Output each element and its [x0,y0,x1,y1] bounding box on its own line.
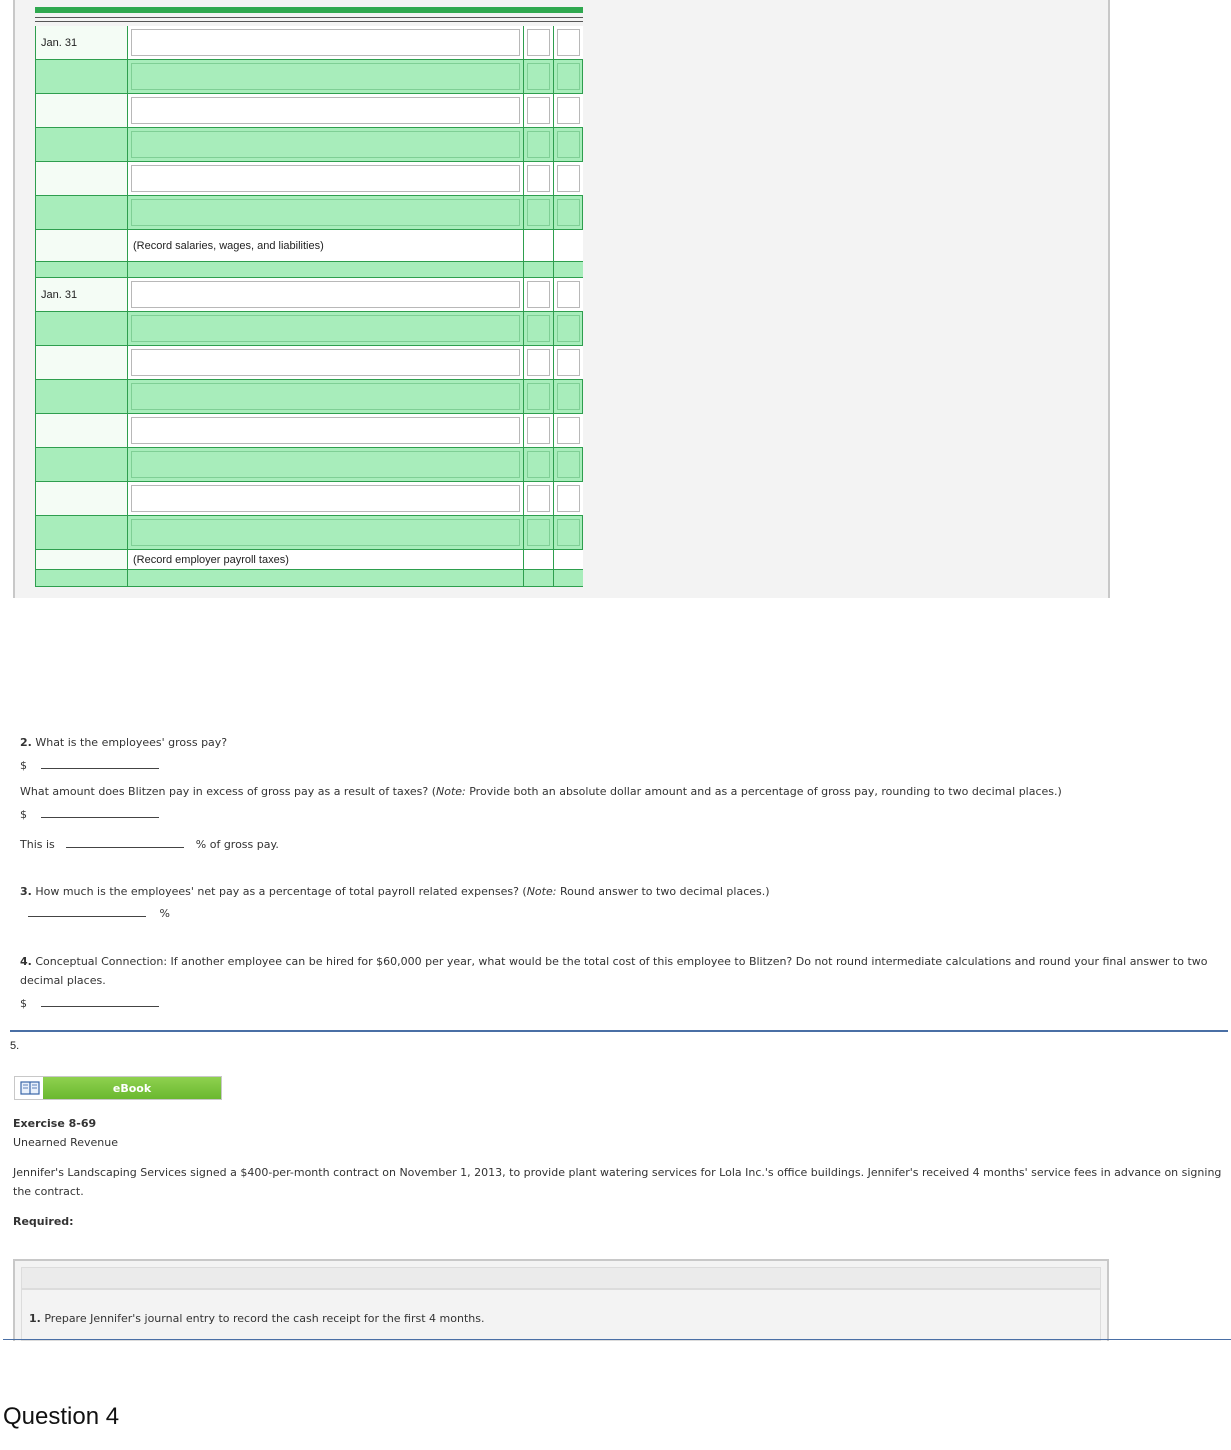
journal-header-bar [35,7,583,13]
journal-row [35,128,583,162]
excess-amount-input[interactable] [41,805,159,818]
debit-input[interactable] [527,29,550,56]
journal-header-rule [35,17,583,18]
journal-memo-row [35,230,583,262]
employee-cost-answer: $ [20,994,159,1010]
journal-row [35,346,583,380]
question-3: 3. How much is the employees' net pay as a percentage of total payroll related expenses? (Note: Round answer to two decimal places.) [20,885,770,898]
credit-input[interactable] [557,97,580,124]
required-label: Required: [13,1215,74,1228]
journal-row [35,380,583,414]
journal-row [35,482,583,516]
ebook-button[interactable] [14,1076,222,1100]
journal-row [35,414,583,448]
credit-input[interactable] [557,165,580,192]
debit-input[interactable] [527,97,550,124]
debit-input[interactable] [527,315,550,342]
debit-input[interactable] [527,131,550,158]
question-2b: What amount does Blitzen pay in excess of gross pay as a result of taxes? (Note: Provide both an absolute dollar amount and as a percentage of gross pay, rounding to two decimal places.) [20,785,1062,798]
book-icon [19,1080,41,1096]
credit-input[interactable] [557,451,580,478]
journal-memo: (Record employer payroll taxes) [133,553,289,566]
credit-input[interactable] [557,315,580,342]
gross-pay-answer: $ [20,756,159,772]
account-input[interactable] [131,281,520,308]
page-rule [3,1339,1231,1340]
account-input[interactable] [131,165,520,192]
debit-input[interactable] [527,63,550,90]
question-number: 5. [10,1040,20,1052]
debit-input[interactable] [527,165,550,192]
question-4: 4. Conceptual Connection: If another employee can be hired for $60,000 per year, what would be the total cost of this employee to Blitzen? Do not round intermediate calculations and round your final answer to two [20,955,1208,968]
journal-spacer-row [35,262,583,278]
credit-input[interactable] [557,29,580,56]
journal-row [35,94,583,128]
answer-panel [13,1259,1109,1341]
account-input[interactable] [131,97,520,124]
exercise-subtitle: Unearned Revenue [13,1136,118,1149]
credit-input[interactable] [557,199,580,226]
question-separator [10,1030,1228,1032]
account-input[interactable] [131,199,520,226]
net-pay-percent-input[interactable] [28,904,146,917]
question-4-cont: decimal places. [20,974,106,987]
credit-input[interactable] [557,131,580,158]
debit-input[interactable] [527,199,550,226]
exercise-description-cont: the contract. [13,1185,84,1198]
question-2: 2. What is the employees' gross pay? [20,736,228,749]
journal-row [35,312,583,346]
journal-date: Jan. 31 [36,278,128,311]
account-input[interactable] [131,63,520,90]
credit-input[interactable] [557,417,580,444]
journal-row [35,60,583,94]
debit-input[interactable] [527,349,550,376]
credit-input[interactable] [557,485,580,512]
journal-row [35,196,583,230]
account-input[interactable] [131,519,520,546]
ebook-label: eBook [43,1077,221,1099]
debit-input[interactable] [527,485,550,512]
credit-input[interactable] [557,63,580,90]
excess-percent-input[interactable] [66,835,184,848]
journal-row [35,278,583,312]
part-1-prompt: 1. Prepare Jennifer's journal entry to record the cash receipt for the first 4 months. [29,1312,485,1325]
credit-input[interactable] [557,383,580,410]
account-input[interactable] [131,131,520,158]
panel-toolbar [21,1267,1101,1289]
journal-spacer-row [35,570,583,587]
credit-input[interactable] [557,349,580,376]
journal-header-rule [35,21,583,22]
gross-pay-input[interactable] [41,756,159,769]
net-pay-percent-answer: % [28,904,170,920]
question-heading: Question 4 [3,1403,120,1430]
account-input[interactable] [131,451,520,478]
debit-input[interactable] [527,417,550,444]
journal-row [35,162,583,196]
excess-amount-answer: $ [20,805,159,821]
journal-date: Jan. 31 [36,26,128,59]
panel-body [21,1289,1101,1341]
exercise-title: Exercise 8-69 [13,1117,97,1130]
journal-memo: (Record salaries, wages, and liabilities) [133,239,324,252]
employee-cost-input[interactable] [41,994,159,1007]
credit-input[interactable] [557,281,580,308]
account-input[interactable] [131,417,520,444]
debit-input[interactable] [527,519,550,546]
journal-row [35,448,583,482]
account-input[interactable] [131,485,520,512]
debit-input[interactable] [527,281,550,308]
account-input[interactable] [131,349,520,376]
excess-percent-answer: This is % of gross pay. [20,835,279,851]
account-input[interactable] [131,29,520,56]
journal-memo-row [35,550,583,570]
journal-row [35,516,583,550]
journal-row [35,26,583,60]
debit-input[interactable] [527,383,550,410]
credit-input[interactable] [557,519,580,546]
account-input[interactable] [131,315,520,342]
exercise-description: Jennifer's Landscaping Services signed a $400-per-month contract on November 1, 2013, to provide plant watering services for Lola Inc.'s office buildings. Jennifer's received 4 months' service fees in advance on signing [13,1166,1222,1179]
account-input[interactable] [131,383,520,410]
debit-input[interactable] [527,451,550,478]
